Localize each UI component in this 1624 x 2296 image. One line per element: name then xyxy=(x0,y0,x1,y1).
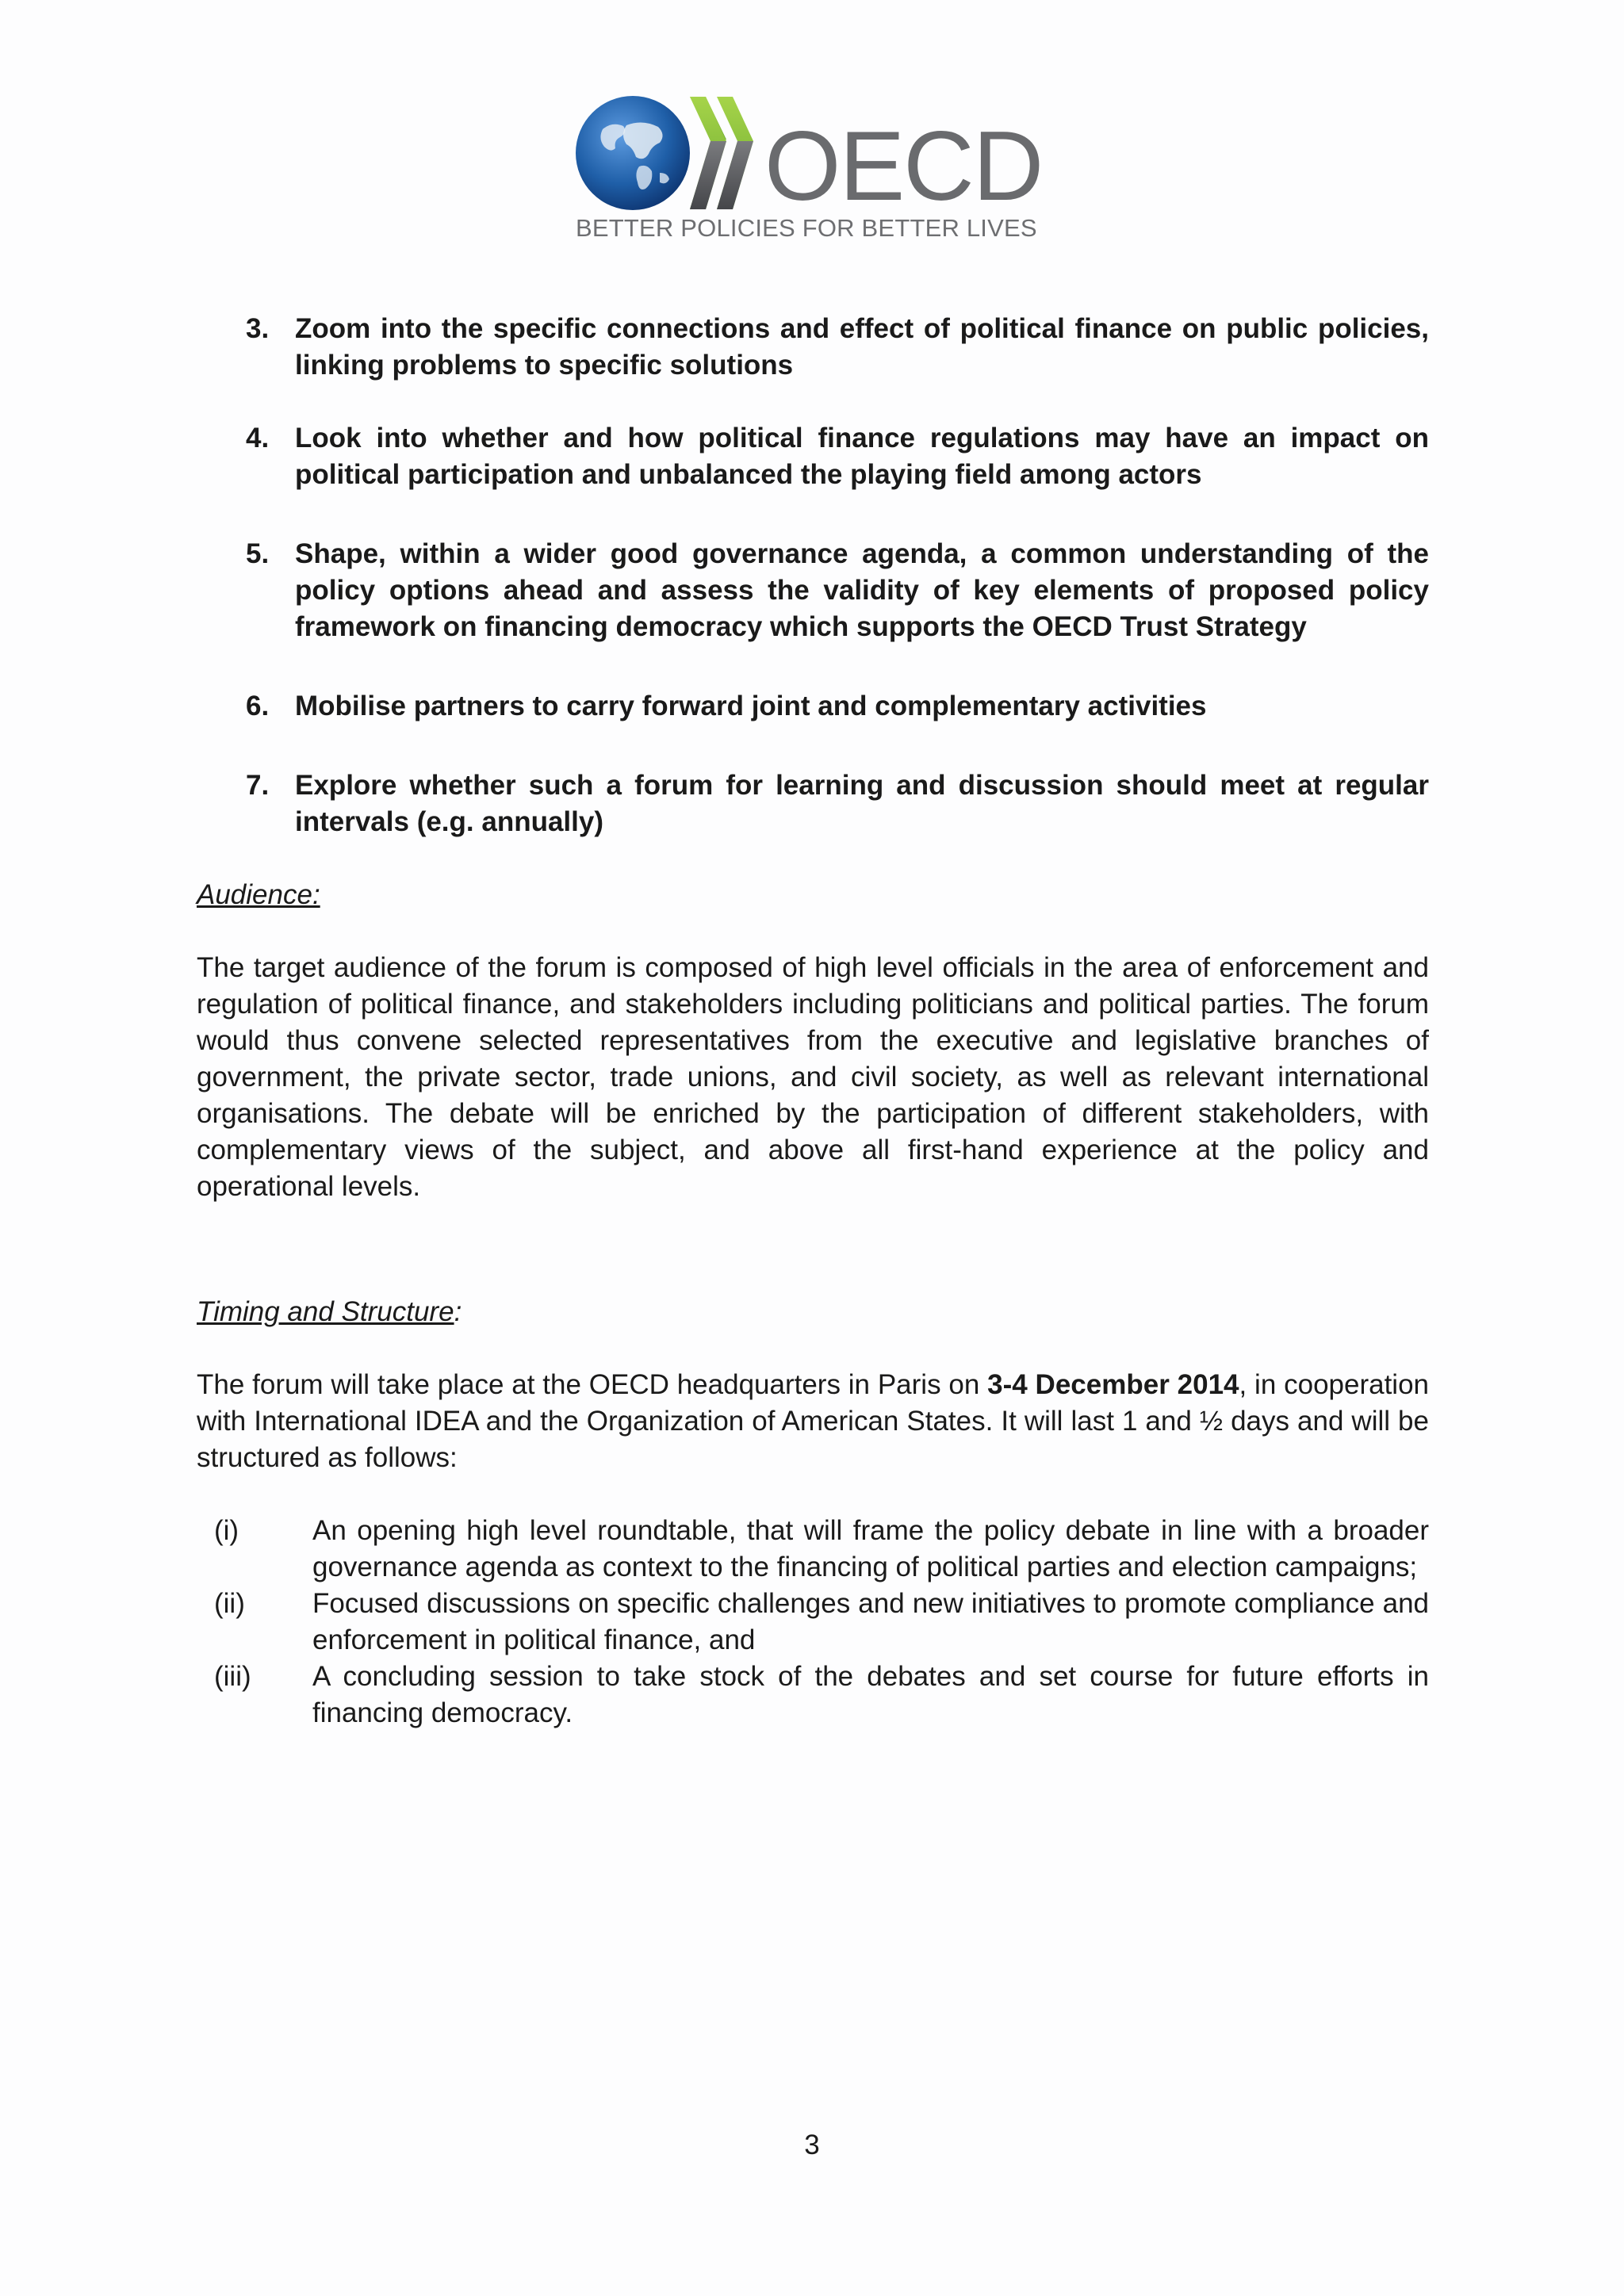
objective-item xyxy=(197,688,1429,725)
timing-text-before: The forum will take place at the OECD headquarters in Paris on xyxy=(197,1369,988,1400)
structure-item-number: (iii) xyxy=(214,1661,251,1692)
objective-text: Look into whether and how political finance regulations may have an impact on political participation and unbalanced the playing field among actors xyxy=(295,423,1429,490)
oecd-tagline: BETTER POLICIES FOR BETTER LIVES xyxy=(576,214,1037,242)
objective-item xyxy=(197,311,1429,384)
objective-number: 4. xyxy=(246,423,270,453)
objective-item xyxy=(197,420,1429,493)
objective-item xyxy=(197,536,1429,645)
objective-number: 5. xyxy=(246,538,270,569)
oecd-wordmark: OECD xyxy=(764,112,1043,221)
page-number: 3 xyxy=(804,2130,820,2160)
timing-heading-text: Timing and Structure xyxy=(197,1296,454,1327)
timing-date: 3-4 December 2014 xyxy=(987,1369,1239,1400)
structure-item-text: Focused discussions on specific challenges and new initiatives to promote compliance and enforcement in political finance, and xyxy=(312,1588,1429,1655)
structure-item-number: (ii) xyxy=(214,1588,245,1619)
oecd-logo xyxy=(571,94,1055,252)
objective-number: 3. xyxy=(246,313,270,344)
objective-item xyxy=(197,767,1429,840)
timing-paragraph xyxy=(197,1367,1429,1476)
document-body xyxy=(197,311,1429,1732)
audience-paragraph: The target audience of the forum is composed of high level officials in the area of enforcement and regulation of political finance, and stakeholders including politicians and political parties. The forum would thus convene selected representatives from the executive and legislative branches of government, the private sector, trade unions, and civil society, as well as relevant international organisations. The debate will be enriched by the participation of different stakeholders, with complementary views of the subject, and above all first-hand experience at the policy and operational levels. xyxy=(197,952,1429,1202)
oecd-globe-chevron-icon xyxy=(571,94,777,212)
structure-list xyxy=(197,1513,1429,1732)
structure-item xyxy=(197,1586,1429,1659)
audience-heading-text: Audience: xyxy=(197,879,320,910)
objective-number: 7. xyxy=(246,770,270,801)
structure-item-text: An opening high level roundtable, that will frame the policy debate in line with a broader governance agenda as context to the financing of political parties and election campaigns; xyxy=(312,1515,1429,1582)
structure-item xyxy=(197,1659,1429,1732)
objective-number: 6. xyxy=(246,691,270,721)
objective-text: Shape, within a wider good governance agenda, a common understanding of the policy options ahead and assess the validity of key elements of proposed policy framework on financing democracy which supports the OECD Trust Strategy xyxy=(295,538,1429,642)
structure-item-number: (i) xyxy=(214,1515,239,1546)
audience-heading xyxy=(197,877,1429,913)
objectives-list xyxy=(197,311,1429,840)
objective-text: Mobilise partners to carry forward joint and complementary activities xyxy=(295,691,1207,721)
structure-item-text: A concluding session to take stock of the debates and set course for future efforts in financing democracy. xyxy=(312,1661,1429,1728)
timing-heading xyxy=(197,1294,1429,1330)
objective-text: Explore whether such a forum for learning and discussion should meet at regular intervals (e.g. annually) xyxy=(295,770,1429,837)
objective-text: Zoom into the specific connections and effect of political finance on public policies, linking problems to specific solutions xyxy=(295,313,1429,381)
timing-heading-colon: : xyxy=(454,1296,462,1327)
structure-item xyxy=(197,1513,1429,1586)
timing-text-after: , in cooperation with International IDEA and the Organization of American States. It will last 1 and ½ days and will be structured as follows: xyxy=(197,1369,1430,1473)
